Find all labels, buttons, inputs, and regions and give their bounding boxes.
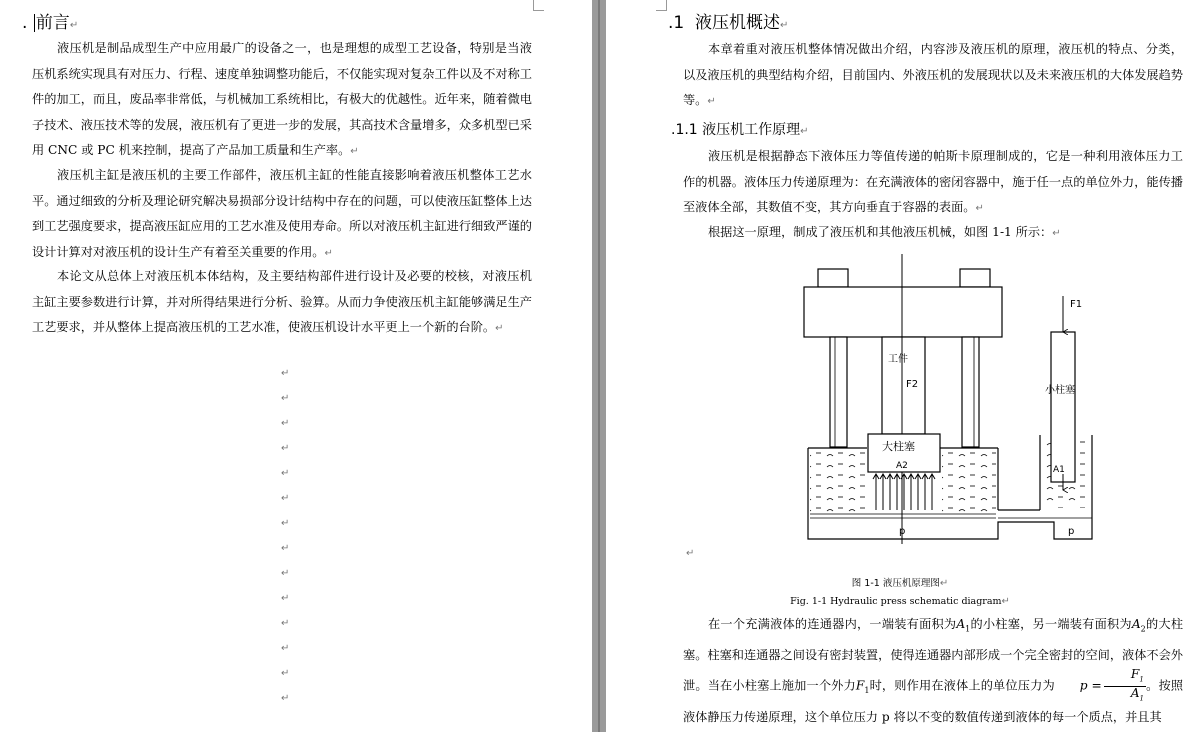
label-a2: A2 <box>896 461 908 471</box>
principle-paragraph: 液压机是根据静态下液体压力等值传递的帕斯卡原理制成的，它是一种利用液体压力工作的机器。液体压力传递原理为：在充满液体的密闭容器中，施于任一点的单位外力，能传播至液体全部，其数值不变，其方向垂直于容器的表面。↵ <box>683 149 1183 215</box>
paragraph-mark: ↵ <box>281 468 290 479</box>
label-small-plunger: 小柱塞 <box>1045 385 1075 396</box>
label-workpiece: 工件 <box>888 354 908 365</box>
paragraph-mark: ↵ <box>281 568 290 579</box>
symbol-a2: A <box>1131 617 1141 631</box>
pressure-formula: p = $\frac{F_1}{A_1}$ <box>1079 667 1144 703</box>
section-heading: .1.1 液压机工作原理↵ <box>671 122 809 138</box>
hydraulic-press-diagram <box>802 252 1112 548</box>
small-plunger <box>1051 332 1075 482</box>
pascal-principle-paragraph: 在一个充满液体的连通器内，一端装有面积为$A_1$的小柱塞，另一端装有面积为$A_2$的大柱塞。柱塞和连通器之间设有密封装置，使得连通器内部形成一个完全密封的空间，液体不会外泄。当在小柱塞上施加一个外力$F_1$时，则作用在液体上的单位压力为 p = $\frac{F_1}{A_1}$ 。按照液体静压力传递原理，这个单位压力 p 将以不变的数值传递到液体的每一个质点，并且其 <box>683 617 1184 725</box>
figure-intro-paragraph: 根据这一原理，制成了液压机和其他液压机械，如图 1-1 所示：↵ <box>708 225 1061 239</box>
document-page-left[interactable] <box>0 0 592 732</box>
upper-crossbeam <box>804 287 1002 337</box>
document-page-right[interactable] <box>606 0 1194 732</box>
label-a1: A1 <box>1053 465 1065 475</box>
paragraph-mark: ↵ <box>281 543 290 554</box>
page-corner-mark <box>533 0 544 11</box>
figure-caption-english: Fig. 1-1 Hydraulic press schematic diagram↵ <box>790 596 1010 607</box>
paragraph-mark: ↵ <box>281 418 290 429</box>
workpiece <box>882 337 925 434</box>
paragraph-mark: ↵ <box>281 668 290 679</box>
paragraph-mark: ↵ <box>281 443 290 454</box>
label-p-left: p <box>899 526 906 537</box>
symbol-a1: A <box>956 617 966 631</box>
paragraph-mark: ↵ <box>281 593 290 604</box>
preface-heading: . 前言↵ <box>22 13 79 33</box>
paragraph-mark: ↵ <box>281 493 290 504</box>
paragraph-mark: ↵ <box>281 393 290 404</box>
platen-cap-right <box>960 269 990 287</box>
preface-paragraph-1: 液压机是制品成型生产中应用最广的设备之一，也是理想的成型工艺设备，特别是当液压机系统实现具有对压力、行程、速度单独调整功能后，不仅能实现对复杂工件以及不对称工件的加工，而且，废品率非常低，与机械加工系统相比，有极大的优越性。近年来，随着微电子技术、液压技术等的发展，液压机有了更进一步的发展，其高技术含量增多，众多机型已采用 CNC 或 PC 机来控制，提高了产品加工质量和生产率。↵ <box>32 41 532 158</box>
chapter-intro-paragraph: 本章着重对液压机整体情况做出介绍，内容涉及液压机的原理，液压机的特点、分类，以及液压机的典型结构介绍，目前国内、外液压机的发展现状以及未来液压机的大体发展趋势等。↵ <box>683 42 1183 108</box>
paragraph-mark: ↵ <box>281 618 290 629</box>
platen-cap-left <box>818 269 848 287</box>
column-left <box>830 337 847 447</box>
text-cursor <box>34 14 35 32</box>
column-right <box>962 337 979 447</box>
paragraph-mark: ↵ <box>281 518 290 529</box>
label-p-right: p <box>1068 526 1075 537</box>
label-big-plunger: 大柱塞 <box>882 440 915 453</box>
page-gutter-line <box>598 0 600 732</box>
paragraph-mark: ↵ <box>281 643 290 654</box>
chapter-heading: .1 液压机概述↵ <box>668 13 789 33</box>
paragraph-mark: ↵ <box>281 693 290 704</box>
preface-paragraph-3: 本论文从总体上对液压机本体结构，及主要结构部件进行设计及必要的校核，对液压机主缸主要参数进行计算，并对所得结果进行分析、验算。从而力争使液压机主缸能够满足生产工艺要求，并从整体上提高液压机的工艺水准，使液压机设计水平更上一个新的台阶。↵ <box>32 269 532 335</box>
paragraph-mark: ↵ <box>281 368 290 379</box>
page-corner-mark <box>656 0 667 11</box>
figure-caption-chinese: 图 1-1 液压机原理图↵ <box>851 578 949 589</box>
label-f2: F2 <box>906 379 919 390</box>
label-f1: F1 <box>1070 299 1083 310</box>
preface-paragraph-2: 液压机主缸是液压机的主要工作部件，液压机主缸的性能直接影响着液压机整体工艺水平。通过细致的分析及理论研究解决易损部分设计结构中存在的问题，可以使液压缸整体上达到工艺强度要求，提高液压缸应用的工艺水准及使用寿命。所以对液压机主缸进行细致严谨的设计计算对对液压机的设计生产有着至关重要的作用。↵ <box>32 168 532 259</box>
paragraph-mark: ↵ <box>686 548 695 559</box>
symbol-f1: F <box>855 678 865 693</box>
